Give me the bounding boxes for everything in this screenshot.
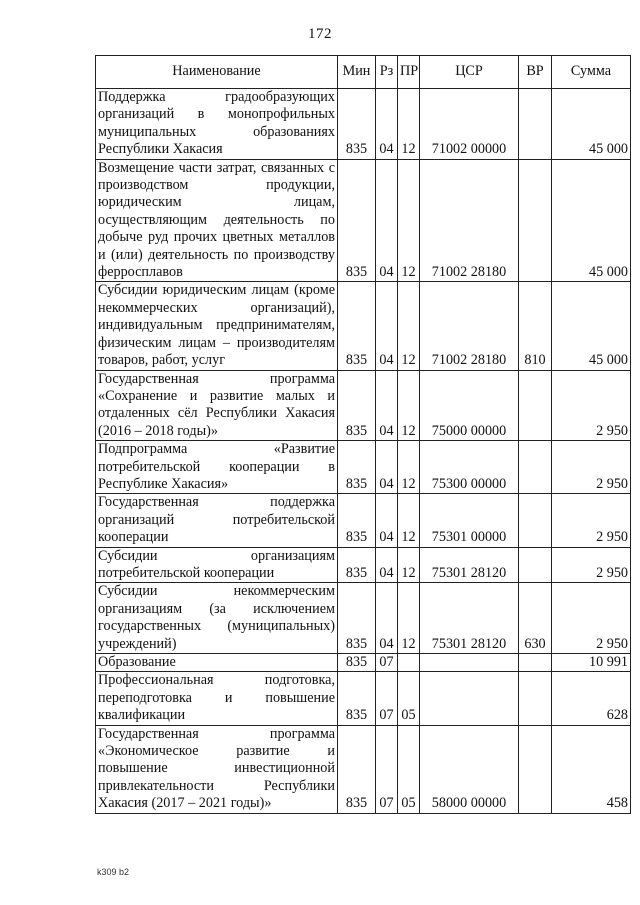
cell-name: Субсидии некоммерческим организациям (за исключением государственных (муниципальных) учреждений) [96,583,338,654]
cell-name: Профессиональная подготовка, переподготовка и повышение квалификации [96,672,338,725]
table-row [96,441,631,494]
cell-csr [420,672,519,725]
cell-min: 835 [338,441,376,494]
cell-rz: 07 [376,725,398,813]
cell-sum: 2 950 [552,547,631,583]
cell-name: Субсидии организациям потребительской кооперации [96,547,338,583]
cell-csr: 75301 00000 [420,494,519,547]
cell-pr: 12 [398,282,420,370]
cell-sum: 2 950 [552,494,631,547]
cell-vr [519,494,552,547]
table-row [96,494,631,547]
cell-sum: 10 991 [552,654,631,672]
cell-vr: 810 [519,282,552,370]
cell-vr [519,725,552,813]
cell-vr [519,654,552,672]
cell-rz: 04 [376,89,398,160]
cell-sum: 628 [552,672,631,725]
cell-vr [519,441,552,494]
cell-pr: 12 [398,547,420,583]
cell-sum: 45 000 [552,89,631,160]
cell-pr: 12 [398,89,420,160]
cell-pr: 05 [398,725,420,813]
cell-min: 835 [338,89,376,160]
cell-pr: 12 [398,159,420,282]
cell-name: Подпрограмма «Развитие потребительской кооперации в Республике Хакасия» [96,441,338,494]
cell-rz: 07 [376,672,398,725]
cell-rz: 04 [376,370,398,441]
cell-rz: 07 [376,654,398,672]
cell-csr: 75000 00000 [420,370,519,441]
cell-sum: 2 950 [552,583,631,654]
header-sum: Сумма [552,56,631,89]
cell-csr: 75301 28120 [420,583,519,654]
cell-min: 835 [338,282,376,370]
cell-min: 835 [338,672,376,725]
table-row [96,725,631,813]
cell-sum: 45 000 [552,282,631,370]
cell-csr: 71002 28180 [420,282,519,370]
cell-rz: 04 [376,494,398,547]
table-body [96,89,631,814]
cell-vr [519,89,552,160]
header-vr: ВР [519,56,552,89]
cell-min: 835 [338,725,376,813]
cell-name: Поддержка градообразующих организаций в монопрофильных муниципальных образованиях Республики Хакасия [96,89,338,160]
cell-sum: 2 950 [552,441,631,494]
cell-vr [519,672,552,725]
header-name: Наименование [96,56,338,89]
cell-sum: 2 950 [552,370,631,441]
cell-pr: 12 [398,370,420,441]
table-row [96,672,631,725]
cell-name: Образование [96,654,338,672]
table-header-row [96,56,631,89]
cell-csr: 58000 00000 [420,725,519,813]
page-number: 172 [308,26,332,42]
cell-pr: 12 [398,583,420,654]
cell-csr: 71002 28180 [420,159,519,282]
cell-pr: 12 [398,494,420,547]
header-rz: Рз [376,56,398,89]
cell-rz: 04 [376,159,398,282]
cell-name: Возмещение части затрат, связанных с производством продукции, юридическим лицам, осуществляющим деятельность по добыче руд прочих цветных металлов и (или) деятельность по производству ферросплавов [96,159,338,282]
cell-rz: 04 [376,441,398,494]
cell-sum: 458 [552,725,631,813]
cell-csr: 75301 28120 [420,547,519,583]
table-row [96,159,631,282]
cell-csr: 71002 00000 [420,89,519,160]
cell-name: Субсидии юридическим лицам (кроме некоммерческих организаций), индивидуальным предпринимателям, физическим лицам – производителям товаров, работ, услуг [96,282,338,370]
cell-pr [398,654,420,672]
footer-code: k309 b2 [97,867,130,877]
cell-sum: 45 000 [552,159,631,282]
header-csr: ЦСР [420,56,519,89]
cell-min: 835 [338,547,376,583]
cell-rz: 04 [376,583,398,654]
table-row [96,654,631,672]
budget-table [95,55,631,814]
cell-min: 835 [338,159,376,282]
cell-vr: 630 [519,583,552,654]
cell-csr: 75300 00000 [420,441,519,494]
cell-min: 835 [338,654,376,672]
table-row [96,583,631,654]
cell-vr [519,370,552,441]
cell-pr: 05 [398,672,420,725]
cell-rz: 04 [376,547,398,583]
cell-min: 835 [338,583,376,654]
cell-vr [519,159,552,282]
table-row [96,89,631,160]
table-row [96,370,631,441]
header-min: Мин [338,56,376,89]
cell-vr [519,547,552,583]
header-pr: ПР [398,56,420,89]
cell-min: 835 [338,494,376,547]
cell-rz: 04 [376,282,398,370]
table-row [96,547,631,583]
cell-name: Государственная программа «Сохранение и развитие малых и отдаленных сёл Республики Хакасия (2016 – 2018 годы)» [96,370,338,441]
cell-pr: 12 [398,441,420,494]
table-row [96,282,631,370]
cell-min: 835 [338,370,376,441]
cell-name: Государственная поддержка организаций потребительской кооперации [96,494,338,547]
cell-csr [420,654,519,672]
cell-name: Государственная программа «Экономическое развитие и повышение инвестиционной привлекательности Республики Хакасия (2017 – 2021 годы)» [96,725,338,813]
